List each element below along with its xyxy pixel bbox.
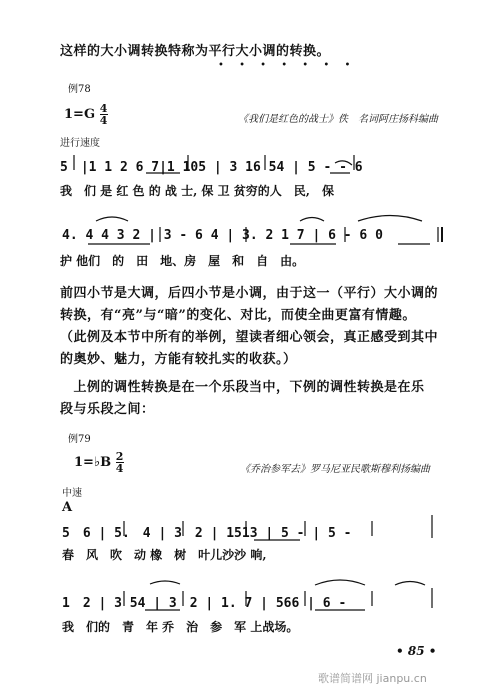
time-top: 4 <box>99 102 108 115</box>
watermark: 歌谱简谱网 jianpu.cn <box>318 672 427 685</box>
song-credit: 《我们是红色的战士》佚 名词阿庄扬科编曲 <box>238 114 438 125</box>
notation-row-2: 1 2 | 3 54 | 3 2 | 1. 7 | 566 | 6 - <box>62 596 347 611</box>
lyrics-row-1: 春 风 吹 动 橡 树 叶儿沙沙 响, <box>62 548 267 562</box>
intro-line: 这样的大小调转换特称为平行大小调的转换。 <box>60 44 331 59</box>
time-signature <box>100 104 108 125</box>
example-label: 例78 <box>68 84 91 95</box>
notation-row-2: 4. 4 4 3 2 | 3 - 6 4 | 3. 2 1 7 | 6 - 6 0 <box>62 228 383 243</box>
notation-row-1: 5 |1 1 2 6 7|1 105 | 3 16 54 | 5 - - 6 <box>60 160 363 175</box>
body-line-1: 前四小节是大调，后四小节是小调，由于这一（平行）大小调的 <box>60 286 439 301</box>
body-line-3: （此例及本节中所有的举例，望读者细心领会，真正感受到其中 <box>60 330 439 345</box>
body-line-5: 上例的调性转换是在一个乐段当中，下例的调性转换是在乐 <box>60 380 425 395</box>
time-bottom: 4 <box>115 462 124 475</box>
time-signature <box>116 452 124 473</box>
body-line-4: 的奥妙、魅力，方能有较扎实的收获。） <box>60 352 297 367</box>
body-line-2: 转换，有“亮”与“暗”的变化、对比，而使全曲更富有情趣。 <box>60 308 416 323</box>
key-signature <box>64 104 108 125</box>
song-credit: 《乔治参军去》罗马尼亚民歌斯穆利扬编曲 <box>240 464 430 475</box>
key-text: 1=♭B <box>74 455 112 470</box>
time-top: 2 <box>115 450 124 463</box>
lyrics-row-1: 我 们 是 红 色 的 战 士, 保 卫 贫穷的人 民, 保 <box>60 184 334 198</box>
tempo-marking: 进行速度 <box>60 138 100 149</box>
example-label: 例79 <box>68 434 91 445</box>
emphasis-dots: • • • • • • • <box>218 60 357 71</box>
lyrics-row-2: 我 们的 青 年 乔 治 参 军 上战场。 <box>62 620 299 634</box>
time-bottom: 4 <box>99 114 108 127</box>
lyrics-row-2: 护 他们 的 田 地、房 屋 和 自 由。 <box>60 254 305 268</box>
page-number: • 85 • <box>396 644 437 658</box>
section-marker: A <box>62 500 73 515</box>
body-line-6: 段与乐段之间： <box>60 402 155 417</box>
key-signature <box>74 452 124 473</box>
tempo-marking: 中速 <box>62 488 82 499</box>
key-text: 1=G <box>64 107 96 122</box>
notation-row-1: 5 6 | 5. 4 | 3 2 | 1513 | 5 - | 5 - <box>62 526 352 541</box>
